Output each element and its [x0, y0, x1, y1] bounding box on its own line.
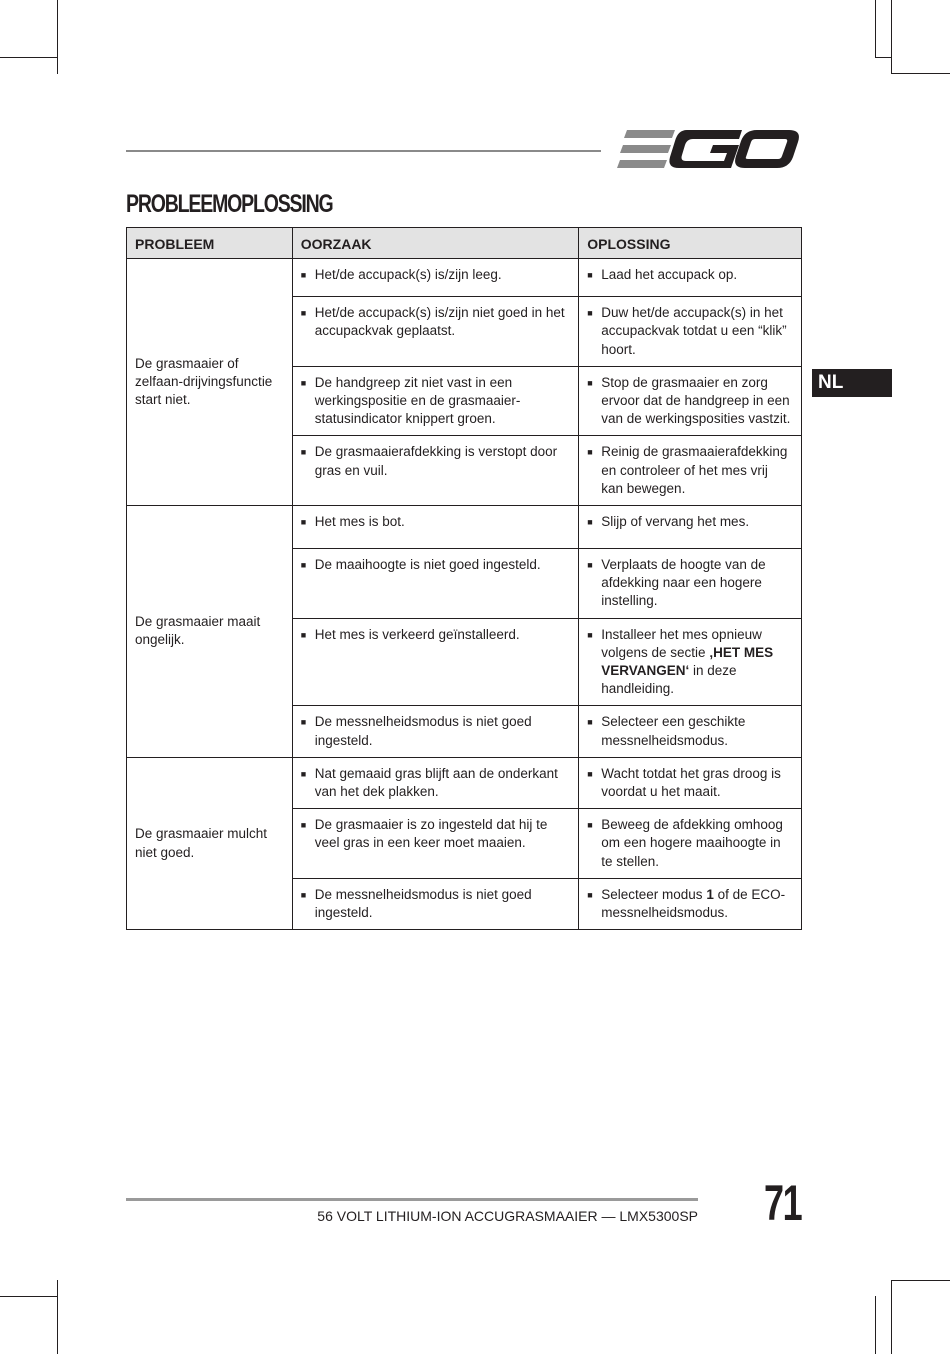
- crop-mark: [0, 1296, 57, 1297]
- solution-cell: ■ Selecteer modus 1 of de ECO-messnelheidsmodus.: [579, 878, 802, 929]
- crop-mark: [57, 0, 58, 74]
- bullet-icon: ■: [300, 447, 307, 458]
- bullet-icon: ■: [300, 820, 307, 831]
- crop-mark: [891, 73, 950, 74]
- cause-cell: ■ De handgreep zit niet vast in een werkingspositie en de grasmaaier-statusindicator knippert groen.: [292, 366, 578, 436]
- column-header-problem: PROBLEEM: [127, 228, 293, 259]
- problem-cell: De grasmaaier mulcht niet goed.: [127, 757, 293, 929]
- crop-mark: [875, 1296, 876, 1354]
- bullet-icon: ■: [587, 889, 593, 900]
- bullet-icon: ■: [300, 517, 307, 528]
- cause-cell: ■ Het/de accupack(s) is/zijn niet goed in het accupackvak geplaatst.: [292, 297, 578, 367]
- crop-mark: [891, 1280, 892, 1354]
- crop-mark: [891, 0, 892, 74]
- bullet-icon: ■: [587, 447, 593, 458]
- cause-cell: ■ De maaihoogte is niet goed ingesteld.: [292, 549, 578, 619]
- crop-mark: [875, 57, 891, 58]
- problem-cell: De grasmaaier maait ongelijk.: [127, 506, 293, 758]
- solution-cell: ■ Reinig de grasmaaierafdekking en controleer of het mes vrij kan bewegen.: [579, 436, 802, 506]
- cause-cell: ■ De messnelheidsmodus is niet goed ingesteld.: [292, 878, 578, 929]
- bullet-icon: ■: [300, 629, 307, 640]
- crop-mark: [0, 57, 57, 58]
- table-row: [127, 757, 802, 808]
- column-header-cause: OORZAAK: [292, 228, 578, 259]
- bullet-icon: ■: [300, 308, 307, 319]
- solution-cell: ■ Laad het accupack op.: [579, 259, 802, 297]
- bullet-icon: ■: [587, 270, 593, 281]
- solution-cell: ■ Selecteer een geschikte messnelheidsmodus.: [579, 706, 802, 757]
- bullet-icon: ■: [587, 820, 593, 831]
- problem-cell: De grasmaaier of zelfaan-drijvingsfunctie start niet.: [127, 259, 293, 506]
- cause-cell: ■ De messnelheidsmodus is niet goed ingesteld.: [292, 706, 578, 757]
- bullet-icon: ■: [587, 629, 593, 640]
- bullet-icon: ■: [300, 889, 307, 900]
- page-title: PROBLEEMOPLOSSING: [126, 190, 333, 218]
- bullet-icon: ■: [300, 768, 307, 779]
- cause-cell: ■ Het mes is bot.: [292, 506, 578, 549]
- footer-product-name: 56 VOLT LITHIUM-ION ACCUGRASMAAIER — LMX5300SP: [317, 1208, 698, 1224]
- cause-cell: ■ De grasmaaierafdekking is verstopt door gras en vuil.: [292, 436, 578, 506]
- solution-cell: ■ Installeer het mes opnieuw volgens de sectie ‚HET MES VERVANGEN‘ in deze handleiding.: [579, 618, 802, 706]
- solution-cell: ■ Beweeg de afdekking omhoog om een hogere maaihoogte in te stellen.: [579, 809, 802, 879]
- section-reference: ‚HET MES VERVANGEN‘: [601, 644, 774, 679]
- bullet-icon: ■: [300, 717, 307, 728]
- troubleshooting-table: [126, 227, 802, 930]
- solution-cell: ■ Duw het/de accupack(s) in het accupackvak totdat u een “klik” hoort.: [579, 297, 802, 367]
- table-row: [127, 259, 802, 297]
- crop-mark: [891, 1280, 950, 1281]
- cause-cell: ■ De grasmaaier is zo ingesteld dat hij te veel gras in een keer moet maaien.: [292, 809, 578, 879]
- cause-cell: ■ Nat gemaaid gras blijft aan de onderkant van het dek plakken.: [292, 757, 578, 808]
- bullet-icon: ■: [587, 717, 593, 728]
- bullet-icon: ■: [587, 517, 593, 528]
- solution-cell: ■ Wacht totdat het gras droog is voordat u het maait.: [579, 757, 802, 808]
- bullet-icon: ■: [587, 377, 593, 388]
- column-header-solution: OPLOSSING: [579, 228, 802, 259]
- bullet-icon: ■: [587, 560, 593, 571]
- table-row: [127, 506, 802, 549]
- bullet-icon: ■: [587, 308, 593, 319]
- table-header-row: [127, 228, 802, 259]
- bullet-icon: ■: [300, 270, 307, 281]
- bullet-icon: ■: [300, 560, 307, 571]
- solution-cell: ■ Verplaats de hoogte van de afdekking naar een hogere instelling.: [579, 549, 802, 619]
- solution-cell: ■ Slijp of vervang het mes.: [579, 506, 802, 549]
- header-rule: [126, 150, 601, 152]
- cause-cell: ■ Het/de accupack(s) is/zijn leeg.: [292, 259, 578, 297]
- solution-cell: ■ Stop de grasmaaier en zorg ervoor dat de handgreep in een van de werkingsposities vastzit.: [579, 366, 802, 436]
- page-number: 71: [764, 1175, 802, 1231]
- language-tab: NL: [812, 369, 892, 397]
- footer-rule: [126, 1198, 698, 1201]
- cause-cell: ■ Het mes is verkeerd geïnstalleerd.: [292, 618, 578, 706]
- bullet-icon: ■: [300, 377, 307, 388]
- ego-logo: [617, 128, 800, 172]
- crop-mark: [875, 0, 876, 58]
- mode-number: 1: [706, 886, 714, 902]
- crop-mark: [57, 1280, 58, 1354]
- bullet-icon: ■: [587, 768, 593, 779]
